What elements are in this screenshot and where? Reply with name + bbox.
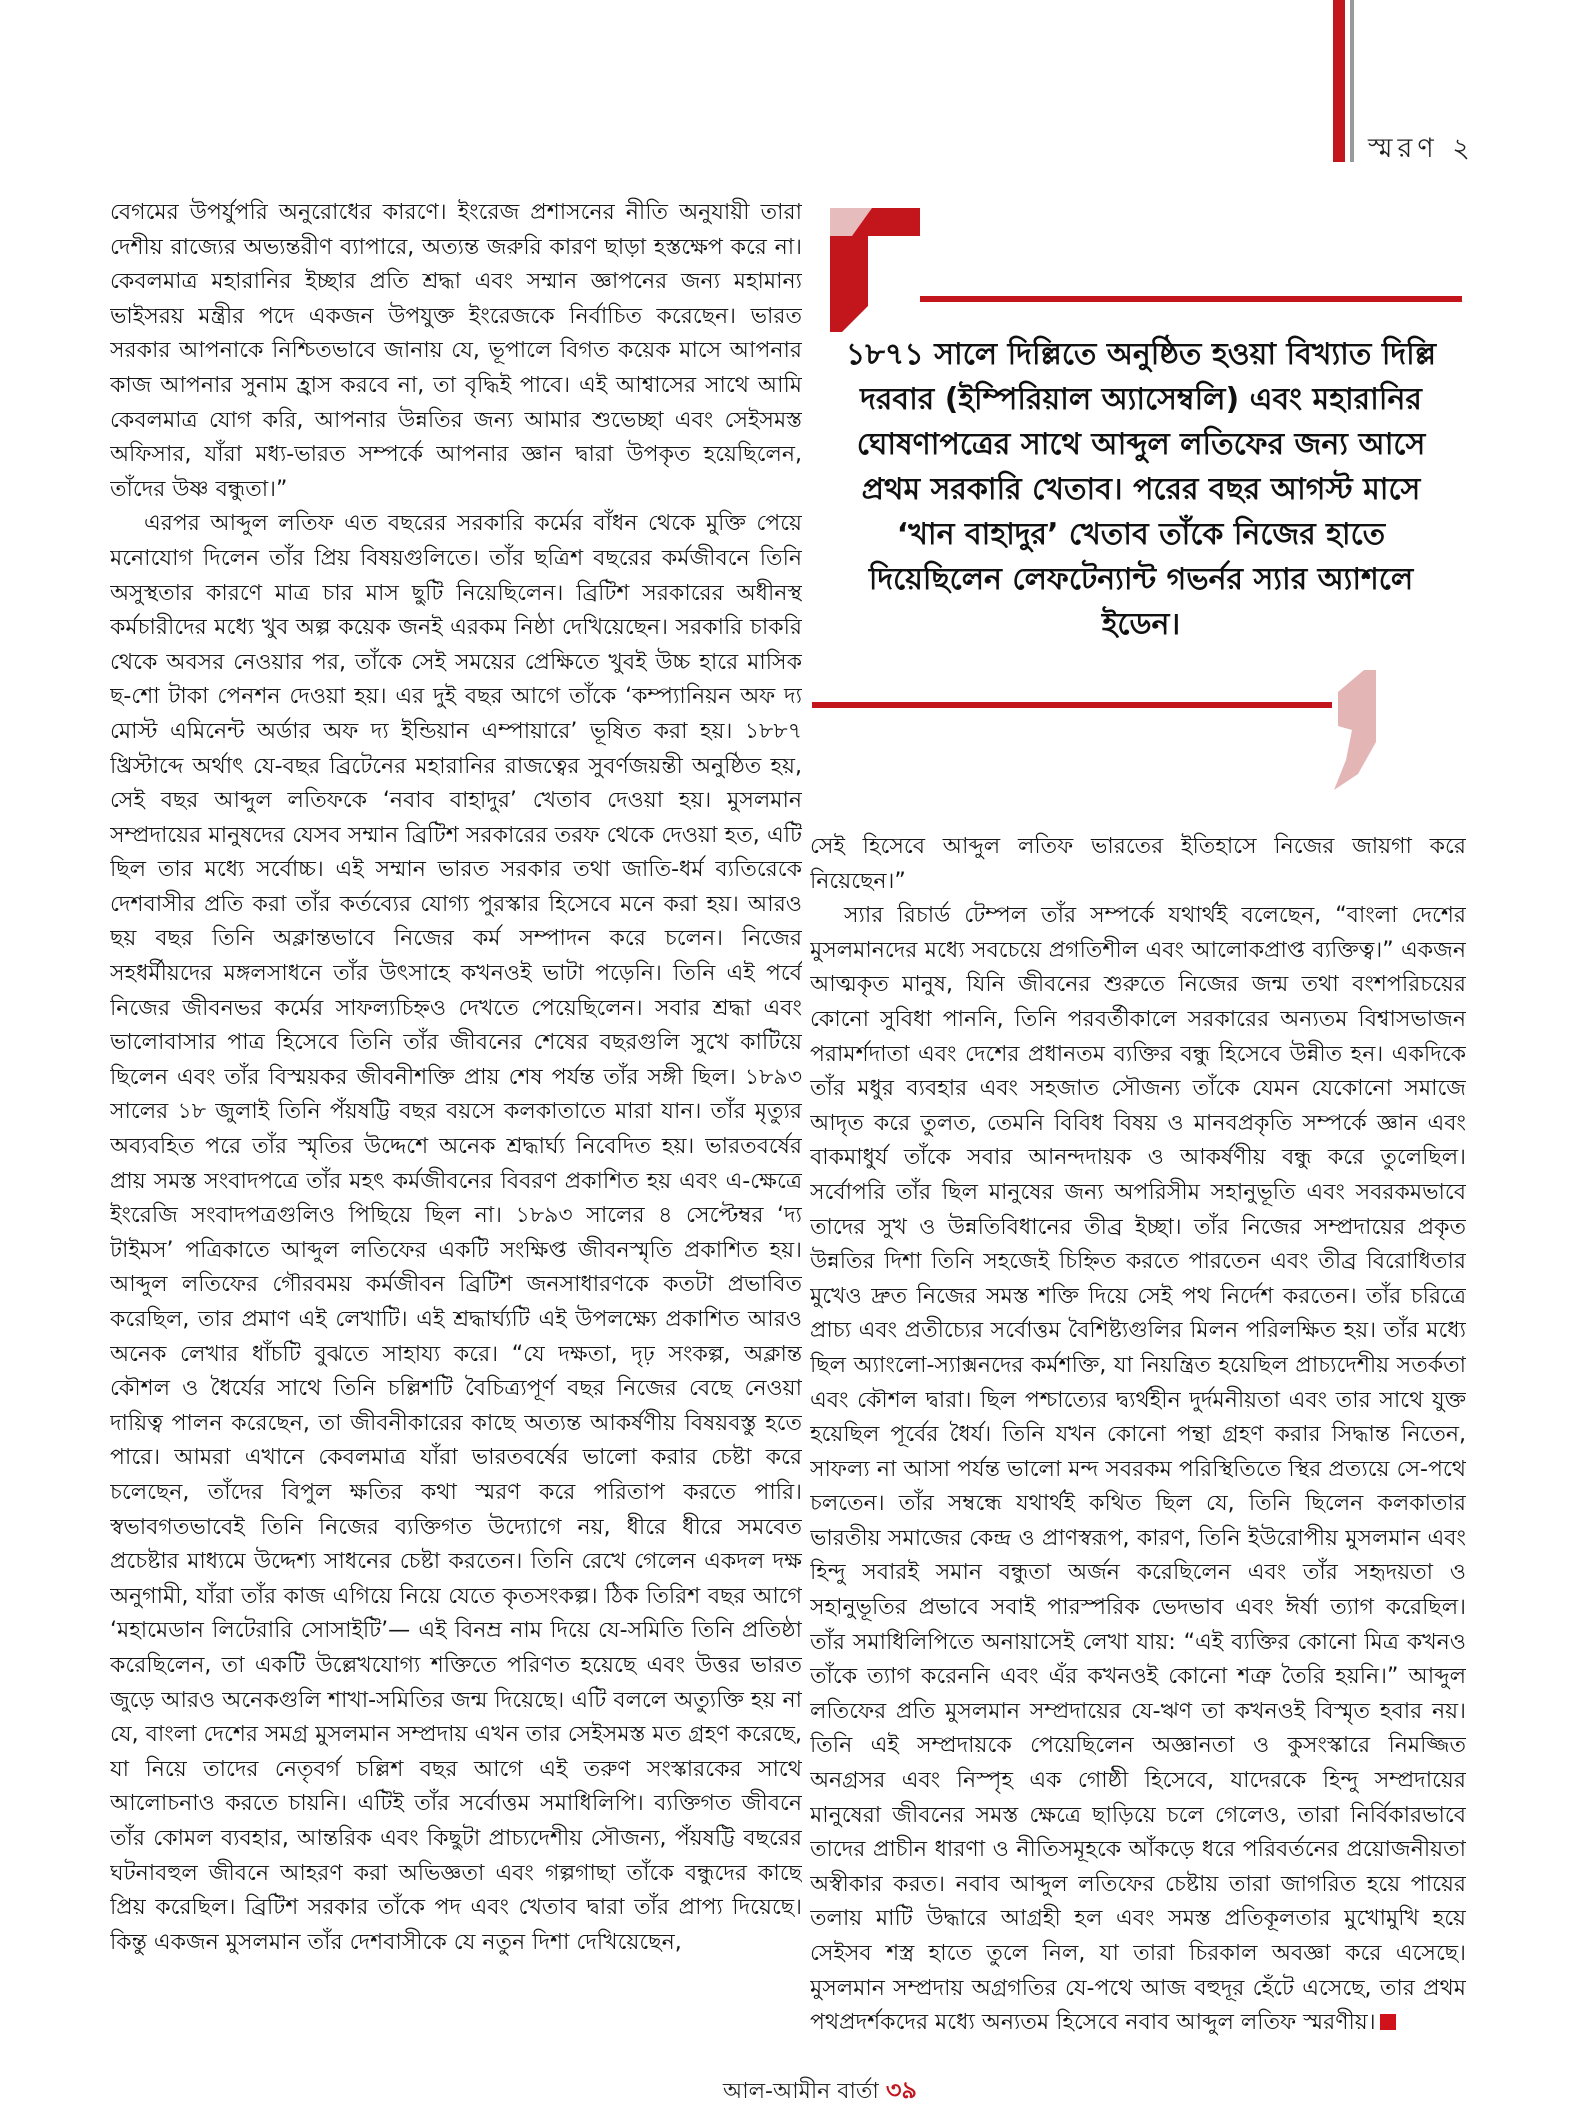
pull-quote-bottom-rule: [812, 702, 1332, 708]
magazine-title: আল-আমীন বার্তা: [723, 2079, 879, 2104]
end-of-article-mark-icon: [1380, 2014, 1396, 2030]
page-footer: [620, 2072, 1020, 2112]
left-paragraph-2: এরপর আব্দুল লতিফ এত বছরের সরকারি কর্মের বাঁধন থেকে মুক্তি পেয়ে মনোযোগ দিলেন তাঁর প্রিয় বিষয়গুলিতে। তাঁর ছত্রিশ বছরের কর্মজীবনে তিনি অসুস্থতার কারণে মাত্র চার মাস ছুটি নিয়েছিলেন। ব্রিটিশ সরকারের অধীনস্থ কর্মচারীদের মধ্যে খুব অল্প কয়েক জনই এরকম নিষ্ঠা দেখিয়েছেন। সরকারি চাকরি থেকে অবসর নেওয়ার পর, তাঁকে সেই সময়ের প্রেক্ষিতে খুবই উচ্চ হারে মাসিক ছ-শো টাকা পেনশন দেওয়া হয়। এর দুই বছর আগে তাঁকে ‘কম্প্যানিয়ন অফ দ্য মোস্ট এমিনেন্ট অর্ডার অফ দ্য ইন্ডিয়ান এম্পায়ারে’ ভূষিত করা হয়। ১৮৮৭ খ্রিস্টাব্দে অর্থাৎ যে-বছর ব্রিটেনের মহারানির রাজত্বের সুবর্ণজয়ন্তী অনুষ্ঠিত হয়, সেই বছর আব্দুল লতিফকে ‘নবাব বাহাদুর’ খেতাব দেওয়া হয়। মুসলমান সম্প্রদায়ের মানুষদের যেসব সম্মান ব্রিটিশ সরকারের তরফ থেকে দেওয়া হত, এটি ছিল তার মধ্যে সর্বোচ্চ। এই সম্মান ভারত সরকার তথা জাতি-ধর্ম ব্যতিরেকে দেশবাসীর প্রতি করা তাঁর কর্তব্যের যোগ্য পুরস্কার হিসেবে মনে করা হয়। আরও ছয় বছর তিনি অক্লান্তভাবে নিজের কর্ম সম্পাদন করে চলেন। নিজের সহধর্মীয়দের মঙ্গলসাধনে তাঁর উৎসাহে কখনওই ভাটা পড়েনি। তিনি এই পর্বে নিজের জীবনভর কর্মের সাফল্যচিহ্নও দেখতে পেয়েছিলেন। সবার শ্রদ্ধা এবং ভালোবাসার পাত্র হিসেবে তিনি তাঁর জীবনের শেষের বছরগুলি সুখে কাটিয়ে ছিলেন এবং তাঁর বিস্ময়কর জীবনীশক্তি প্রায় শেষ পর্যন্ত তাঁর সঙ্গী ছিল। ১৮৯৩ সালের ১৮ জুলাই তিনি পঁয়ষট্টি বছর বয়সে কলকাতাতে মারা যান। তাঁর মৃত্যুর অব্যবহিত পরে তাঁর স্মৃতির উদ্দেশে অনেক শ্রদ্ধার্ঘ্য নিবেদিত হয়। ভারতবর্ষের প্রায় সমস্ত সংবাদপত্রে তাঁর মহৎ কর্মজীবনের বিবরণ প্রকাশিত হয় এবং এ-ক্ষেত্রে ইংরেজি সংবাদপত্রগুলিও পিছিয়ে ছিল না। ১৮৯৩ সালের ৪ সেপ্টেম্বর ‘দ্য টাইমস’ পত্রিকাতে আব্দুল লতিফের একটি সংক্ষিপ্ত জীবনস্মৃতি প্রকাশিত হয়। আব্দুল লতিফের গৌরবময় কর্মজীবন ব্রিটিশ জনসাধারণকে কতটা প্রভাবিত করেছিল, তার প্রমাণ এই লেখাটি। এই শ্রদ্ধার্ঘ্যটি এই উপলক্ষ্যে প্রকাশিত আরও অনেক লেখার ধাঁচটি বুঝতে সাহায্য করে। “যে দক্ষতা, দৃঢ় সংকল্প, অক্লান্ত কৌশল ও ধৈর্যের সাথে তিনি চল্লিশটি বৈচিত্র্যপূর্ণ বছর নিজের বেছে নেওয়া দায়িত্ব পালন করেছেন, তা জীবনীকারের কাছে অত্যন্ত আকর্ষণীয় বিষয়বস্তু হতে পারে। আমরা এখানে কেবলমাত্র যাঁরা ভারতবর্ষের ভালো করার চেষ্টা করে চলেছেন, তাঁদের বিপুল ক্ষতির কথা স্মরণ করে পরিতাপ করতে পারি। স্বভাবগতভাবেই তিনি নিজের ব্যক্তিগত উদ্যোগে নয়, ধীরে ধীরে সমবেত প্রচেষ্টার মাধ্যমে উদ্দেশ্য সাধনের চেষ্টা করতেন। তিনি রেখে গেলেন একদল দক্ষ অনুগামী, যাঁরা তাঁর কাজ এগিয়ে নিয়ে যেতে কৃতসংকল্প। ঠিক তিরিশ বছর আগে ‘মহামেডান লিটেরারি সোসাইটি’— এই বিনম্র নাম দিয়ে যে-সমিতি তিনি প্রতিষ্ঠা করেছিলেন, তা একটি উল্লেখযোগ্য শক্তিতে পরিণত হয়েছে এবং উত্তর ভারত জুড়ে আরও অনেকগুলি শাখা-সমিতির জন্ম দিয়েছে। এটি বললে অত্যুক্তি হয় না যে, বাংলা দেশের সমগ্র মুসলমান সম্প্রদায় এখন তার সেইসমস্ত মত গ্রহণ করেছে, যা নিয়ে তাদের নেতৃবর্গ চল্লিশ বছর আগে এই তরুণ সংস্কারকের সাথে আলোচনাও করতে চায়নি। এটিই তাঁর সর্বোত্তম সমাধিলিপি। ব্যক্তিগত জীবনে তাঁর কোমল ব্যবহার, আন্তরিক এবং কিছুটা প্রাচ্যদেশীয় সৌজন্য, পঁয়ষট্টি বছরের ঘটনাবহুল জীবনে আহরণ করা অভিজ্ঞতা এবং গল্পগাছা তাঁকে বন্ধুদের কাছে প্রিয় করেছিল। ব্রিটিশ সরকার তাঁকে পদ এবং খেতাব দ্বারা তাঁর প্রাপ্য দিয়েছে। কিন্তু একজন মুসলমান তাঁর দেশবাসীকে যে নতুন দিশা দেখিয়েছেন,: [110, 511, 802, 1955]
opening-quote-mark-icon: [812, 196, 930, 346]
page-number: ৩৯: [885, 2076, 917, 2104]
closing-quote-mark-icon: [1318, 670, 1428, 820]
left-paragraph-1: বেগমের উপর্যুপরি অনুরোধের কারণে। ইংরেজ প্রশাসনের নীতি অনুযায়ী তারা দেশীয় রাজ্যের অভ্যন্তরীণ ব্যাপারে, অত্যন্ত জরুরি কারণ ছাড়া হস্তক্ষেপ করে না। কেবলমাত্র মহারানির ইচ্ছার প্রতি শ্রদ্ধা এবং সম্মান জ্ঞাপনের জন্য মহামান্য ভাইসরয় মন্ত্রীর পদে একজন উপযুক্ত ইংরেজকে নির্বাচিত করেছেন। ভারত সরকার আপনাকে নিশ্চিতভাবে জানায় যে, ভূপালে বিগত কয়েক মাসে আপনার কাজ আপনার সুনাম হ্রাস করবে না, তা বৃদ্ধিই পাবে। এই আশ্বাসের সাথে আমি কেবলমাত্র যোগ করি, আপনার উন্নতির জন্য আমার শুভেচ্ছা এবং সেইসমস্ত অফিসার, যাঁরা মধ্য-ভারত সম্পর্কে আপনার জ্ঞান দ্বারা উপকৃত হয়েছিলেন, তাঁদের উষ্ণ বন্ধুতা।”: [110, 200, 802, 502]
section-label: স্মরণ ২: [1368, 133, 1475, 164]
header-divider-line: [1350, 0, 1354, 162]
pull-quote-top-rule: [920, 296, 1462, 302]
right-paragraph-1: সেই হিসেবে আব্দুল লতিফ ভারতের ইতিহাসে নিজের জায়গা করে নিয়েছেন।”: [810, 834, 1466, 894]
right-paragraph-2: [810, 899, 1466, 2041]
header-accent-bar: [1333, 0, 1345, 162]
left-column: [110, 196, 802, 2061]
right-column: [810, 830, 1466, 2070]
right-paragraph-2-text: স্যার রিচার্ড টেম্পল তাঁর সম্পর্কে যথার্থই বলেছেন, “বাংলা দেশের মুসলমানদের মধ্যে সবচেয়ে প্রগতিশীল এবং আলোকপ্রাপ্ত ব্যক্তিত্ব।” একজন আত্মকৃত মানুষ, যিনি জীবনের শুরুতে নিজের জন্ম তথা বংশপরিচয়ের কোনো সুবিধা পাননি, তিনি পরবর্তীকালে সরকারের অন্যতম বিশ্বাসভাজন পরামর্শদাতা এবং দেশের প্রধানতম ব্যক্তির বন্ধু হিসেবে উন্নীত হন। একদিকে তাঁর মধুর ব্যবহার এবং সহজাত সৌজন্য তাঁকে যেমন যেকোনো সমাজে আদৃত করে তুলত, তেমনি বিবিধ বিষয় ও মানবপ্রকৃতি সম্পর্কে জ্ঞান এবং বাকমাধুর্য তাঁকে সবার আনন্দদায়ক ও আকর্ষণীয় বন্ধু করে তুলেছিল। সর্বোপরি তাঁর ছিল মানুষের জন্য অপরিসীম সহানুভূতি এবং সবরকমভাবে তাদের সুখ ও উন্নতিবিধানের তীব্র ইচ্ছা। তাঁর নিজের সম্প্রদায়ের প্রকৃত উন্নতির দিশা তিনি সহজেই চিহ্নিত করতে পারতেন এবং তীব্র বিরোধিতার মুখেও দ্রুত নিজের সমস্ত শক্তি দিয়ে সেই পথ নির্দেশ করতেন। তাঁর চরিত্রে প্রাচ্য এবং প্রতীচ্যের সর্বোত্তম বৈশিষ্ট্যগুলির মিলন পরিলক্ষিত হয়। তাঁর মধ্যে ছিল অ্যাংলো-স্যাক্সনদের কর্মশক্তি, যা নিয়ন্ত্রিত হয়েছিল প্রাচ্যদেশীয় সতর্কতা এবং কৌশল দ্বারা। ছিল পশ্চাত্যের দ্ব্যর্থহীন দুর্দমনীয়তা এবং তার সাথে যুক্ত হয়েছিল পূর্বের ধৈর্য। তিনি যখন কোনো পন্থা গ্রহণ করার সিদ্ধান্ত নিতেন, সাফল্য না আসা পর্যন্ত ভালো মন্দ সবরকম পরিস্থিতিতে স্থির প্রত্যয়ে সে-পথে চলতেন। তাঁর সম্বন্ধে যথার্থই কথিত ছিল যে, তিনি ছিলেন কলকাতার ভারতীয় সমাজের কেন্দ্র ও প্রাণস্বরূপ, কারণ, তিনি ইউরোপীয় মুসলমান এবং হিন্দু সবারই সমান বন্ধুতা অর্জন করেছিলেন এবং তাঁর সহৃদয়তা ও সহানুভূতির প্রভাবে সবাই পারস্পরিক ভেদভাব এবং ঈর্ষা ত্যাগ করেছিল। তাঁর সমাধিলিপিতে অনায়াসেই লেখা যায়: “এই ব্যক্তির কোনো মিত্র কখনও তাঁকে ত্যাগ করেননি এবং এঁর কখনওই কোনো শত্রু তৈরি হয়নি।” আব্দুল লতিফের প্রতি মুসলমান সম্প্রদায়ের যে-ঋণ তা কখনওই বিস্মৃত হবার নয়। তিনি এই সম্প্রদায়কে পেয়েছিলেন অজ্ঞানতা ও কুসংস্কারে নিমজ্জিত অনগ্রসর এবং নিস্পৃহ এক গোষ্ঠী হিসেবে, যাদেরকে হিন্দু সম্প্রদায়ের মানুষেরা জীবনের সমস্ত ক্ষেত্রে ছাড়িয়ে চলে গেলেও, তারা নির্বিকারভাবে তাদের প্রাচীন ধারণা ও নীতিসমূহকে আঁকড়ে ধরে পরিবর্তনের প্রয়োজনীয়তা অস্বীকার করত। নবাব আব্দুল লতিফের চেষ্টায় তারা জাগরিত হয়ে পায়ের তলায় মাটি উদ্ধারে আগ্রহী হল এবং সমস্ত প্রতিকূলতার মুখোমুখি হয়ে সেইসব শস্ত্র হাতে তুলে নিল, যা তারা চিরকাল অবজ্ঞা করে এসেছে। মুসলমান সম্প্রদায় অগ্রগতির যে-পথে আজ বহুদূর হেঁটে এসেছে, তার প্রথম পথপ্রদর্শকদের মধ্যে অন্যতম হিসেবে নবাব আব্দুল লতিফ স্মরণীয়।: [810, 903, 1466, 2036]
pull-quote: ১৮৭১ সালে দিল্লিতে অনুষ্ঠিত হওয়া বিখ্যাত দিল্লি দরবার (ইম্পিরিয়াল অ্যাসেম্বলি) এবং মহারানির ঘোষণাপত্রের সাথে আব্দুল লতিফের জন্য আসে প্রথম সরকারি খেতাব। পরের বছর আগস্ট মাসে ‘খান বাহাদুর’ খেতাব তাঁকে নিজের হাতে দিয়েছিলেন লেফটেন্যান্ট গভর্নর স্যার অ্যাশলে ইডেন।: [845, 337, 1437, 642]
